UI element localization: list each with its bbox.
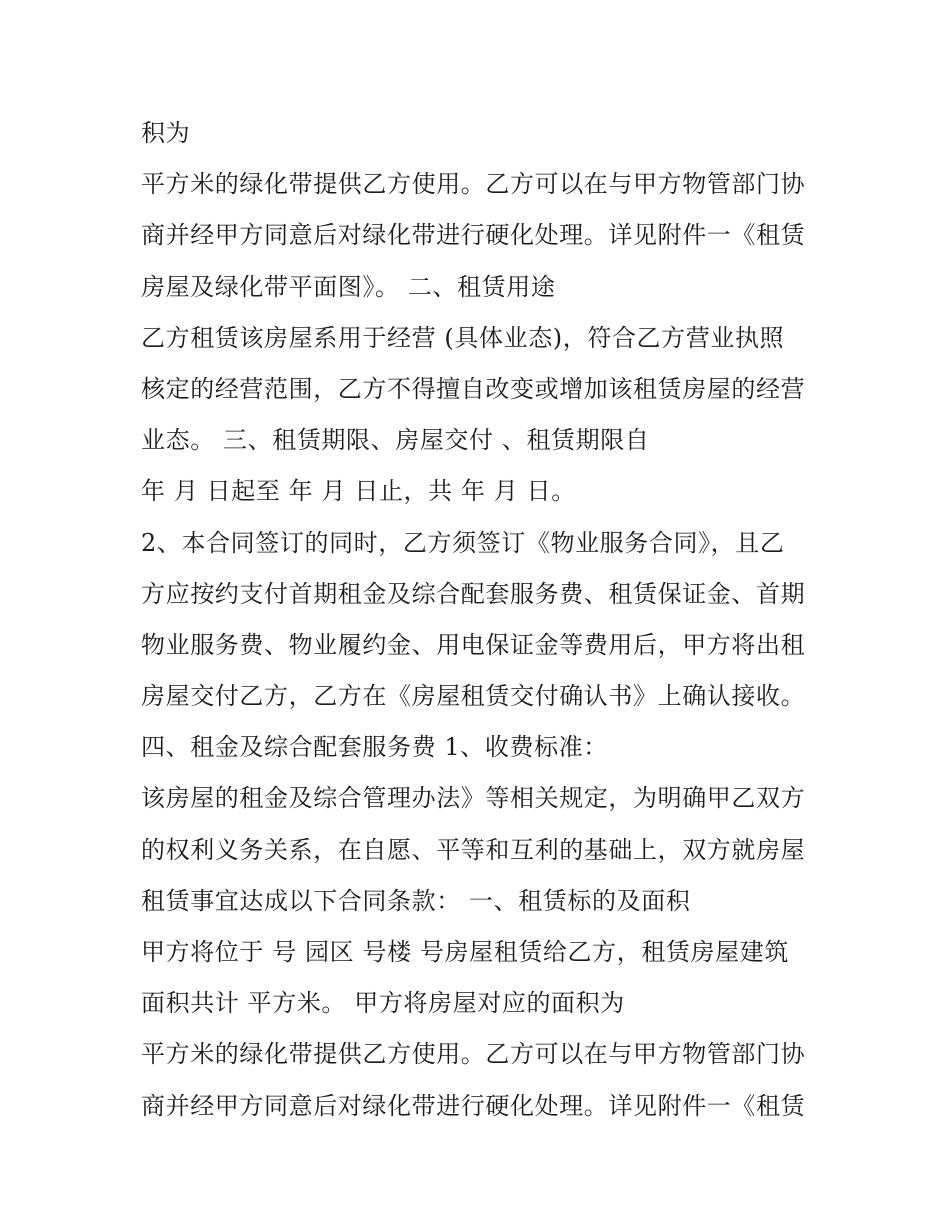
text-line: 平方米的绿化带提供乙方使用。乙方可以在与甲方物管部门协 <box>141 170 806 199</box>
text-line: 面积共计 平方米。 甲方将房屋对应的面积为 <box>141 989 625 1018</box>
contract-text <box>141 108 841 1132</box>
text-line: 房屋及绿化带平面图》。 二、租赁用途 <box>141 272 556 301</box>
text-line: 年 月 日起至 年 月 日止，共 年 月 日。 <box>141 477 576 506</box>
text-line: 甲方将位于 号 园区 号楼 号房屋租赁给乙方，租赁房屋建筑 <box>141 938 789 966</box>
text-line: 商并经甲方同意后对绿化带进行硬化处理。详见附件一《租赁 <box>141 1091 806 1120</box>
text-line: 业态。 三、租赁期限、房屋交付 、租赁期限自 <box>141 426 650 455</box>
text-line: 方应按约支付首期租金及综合配套服务费、租赁保证金、首期 <box>141 579 806 608</box>
text-line: 租赁事宜达成以下合同条款： 一、租赁标的及面积 <box>141 886 691 915</box>
text-line: 物业服务费、物业履约金、用电保证金等费用后，甲方将出租 <box>141 630 806 659</box>
text-line: 2、本合同签订的同时，乙方须签订《物业服务合同》，且乙 <box>141 528 785 557</box>
text-line: 商并经甲方同意后对绿化带进行硬化处理。详见附件一《租赁 <box>141 221 806 250</box>
text-line: 该房屋的租金及综合管理办法》等相关规定，为明确甲乙双方 <box>141 784 806 813</box>
text-line: 平方米的绿化带提供乙方使用。乙方可以在与甲方物管部门协 <box>141 1040 806 1069</box>
text-line: 房屋交付乙方，乙方在《房屋租赁交付确认书》上确认接收。 <box>141 682 806 711</box>
text-line: 核定的经营范围，乙方不得擅自改变或增加该租赁房屋的经营 <box>141 374 806 403</box>
text-line: 的权利义务关系，在自愿、平等和互利的基础上，双方就房屋 <box>141 835 806 864</box>
text-line: 乙方租赁该房屋系用于经营 (具体业态)，符合乙方营业执照 <box>141 323 785 352</box>
text-line: 积为 <box>141 119 191 147</box>
text-line: 四、租金及综合配套服务费 1、收费标准： <box>141 733 608 762</box>
